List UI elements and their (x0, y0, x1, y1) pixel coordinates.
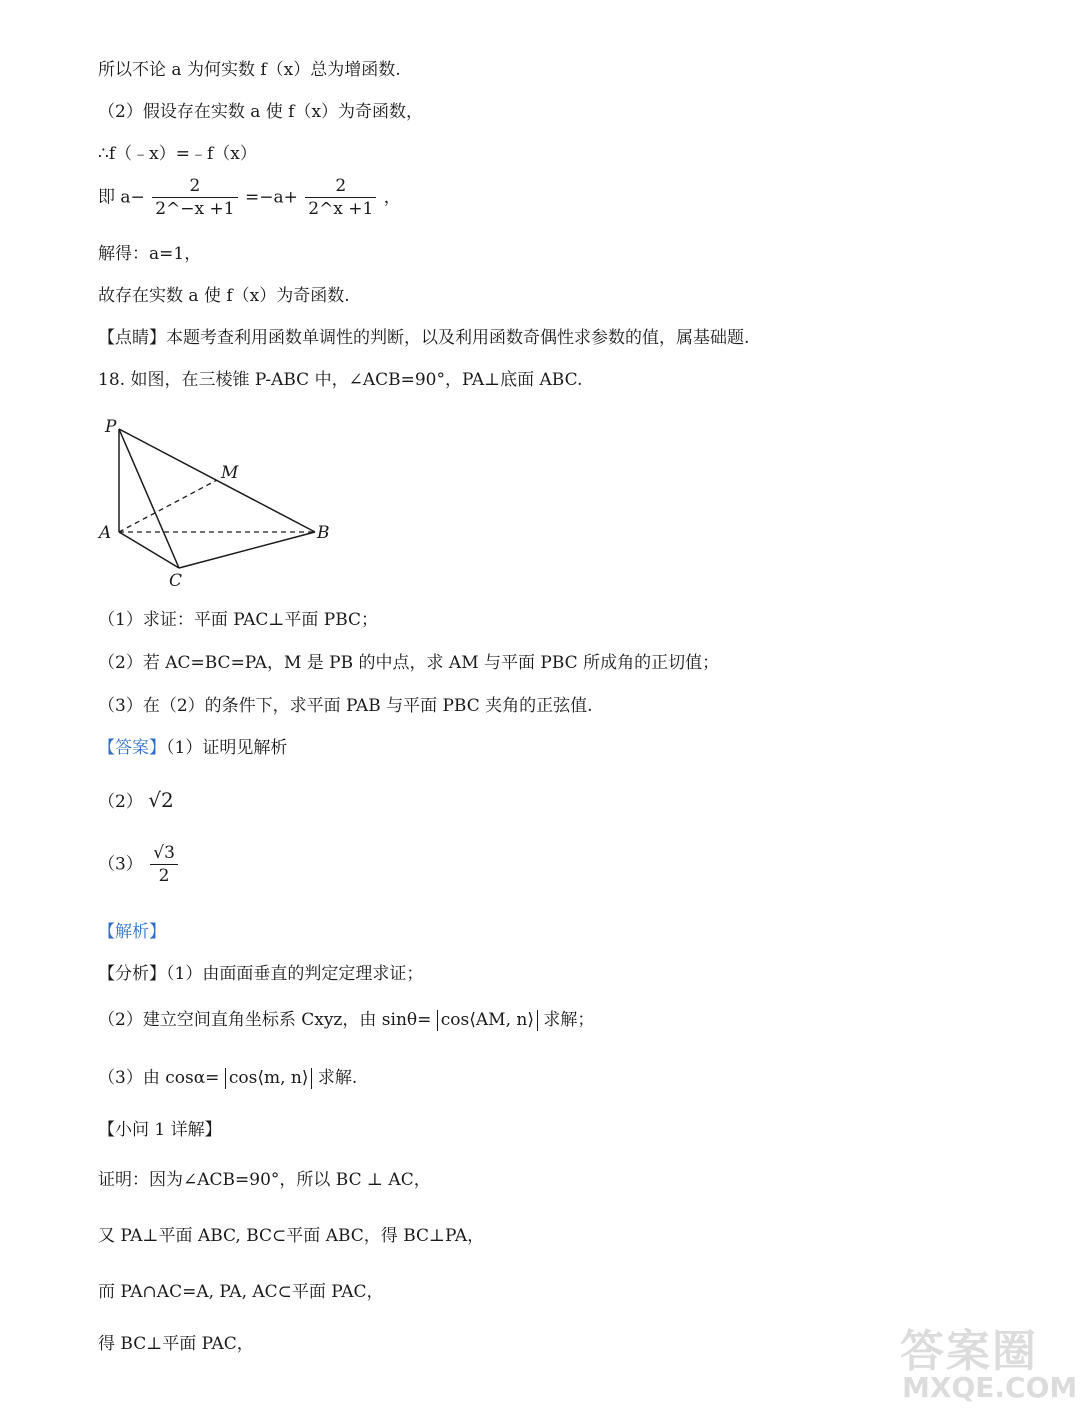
answer-line-3 (98, 845, 180, 885)
numerator: 2 (335, 176, 347, 196)
segment-AM-hidden (119, 480, 217, 532)
pyramid-figure (95, 410, 345, 595)
denominator: 2^x +1 (305, 197, 376, 218)
question-part-2: （2）若 AC=BC=PA，M 是 PB 的中点，求 AM 与平面 PBC 所成角的正切值； (98, 653, 720, 673)
question-18-stem: 18. 如图，在三棱锥 P-ABC 中，∠ACB=90°，PA⊥底面 ABC. (98, 370, 583, 390)
analysis-1: （1）由面面垂直的判定定理求证； (166, 964, 424, 984)
analysis-3-end: 求解. (317, 1068, 358, 1088)
abs-cos-AM-n: cos⟨AM, n⟩ (437, 1010, 538, 1031)
proof-line-4: 得 BC⊥平面 PAC， (98, 1334, 254, 1354)
fraction (152, 178, 237, 218)
equation-line (98, 178, 401, 218)
watermark-text: 答案圈 (900, 1326, 1038, 1377)
analysis-tag: 【分析】 (98, 964, 166, 984)
vertex-label-P: P (105, 417, 117, 437)
proof-line-1: 证明：因为∠ACB=90°，所以 BC ⊥ AC， (98, 1170, 431, 1190)
vertex-label-B: B (317, 523, 330, 543)
numerator: √3 (153, 843, 175, 863)
eq-part: 即 a− (98, 187, 145, 208)
eq-part: =−a+ (244, 187, 298, 208)
analysis-line-2 (98, 1010, 594, 1031)
answer-2-label: （2） (98, 792, 143, 812)
sub-question-1-heading: 【小问 1 详解】 (98, 1120, 222, 1140)
edge-PC (119, 429, 179, 568)
answer-tag: 【答案】 (98, 738, 166, 758)
edge-CB (179, 532, 315, 568)
answer-2-value: √2 (148, 788, 174, 812)
dianjing-note: 【点睛】本题考查利用函数单调性的判断，以及利用函数奇偶性求参数的值，属基础题. (98, 328, 750, 348)
answer-line-1 (98, 740, 287, 757)
proof-line-2: 又 PA⊥平面 ABC, BC⊂平面 ABC，得 BC⊥PA， (98, 1226, 485, 1246)
abs-cos-m-n: cos⟨m, n⟩ (225, 1068, 313, 1089)
answer-1: （1）证明见解析 (166, 738, 288, 758)
text-line: ∴f（﹣x）=﹣f（x） (98, 144, 257, 164)
answer-line-2 (98, 790, 174, 811)
answer-3-fraction (150, 845, 178, 885)
analysis-2-end: 求解； (543, 1010, 595, 1030)
text-line: 所以不论 a 为何实数 f（x）总为增函数. (98, 60, 401, 80)
analysis-3-pre: （3）由 cosα= (98, 1068, 220, 1088)
denominator: 2^−x +1 (152, 197, 237, 218)
question-part-3: （3）在（2）的条件下，求平面 PAB 与平面 PBC 夹角的正弦值. (98, 696, 593, 716)
eq-part: ， (383, 187, 401, 208)
denominator: 2 (150, 864, 178, 885)
vertex-label-M: M (221, 463, 239, 483)
jiexi-tag: 【解析】 (98, 922, 166, 942)
answer-3-label: （3） (98, 854, 143, 875)
text-line: 故存在实数 a 使 f（x）为奇函数. (98, 286, 350, 306)
fraction (305, 178, 376, 218)
vertex-label-A: A (99, 523, 112, 543)
question-part-1: （1）求证：平面 PAC⊥平面 PBC； (98, 610, 379, 630)
edge-AC (119, 532, 179, 568)
proof-line-3: 而 PA∩AC=A, PA, AC⊂平面 PAC， (98, 1282, 384, 1302)
text-line: （2）假设存在实数 a 使 f（x）为奇函数， (98, 102, 424, 122)
analysis-2-pre: （2）建立空间直角坐标系 Cxyz，由 sinθ= (98, 1010, 432, 1030)
watermark-url: MXQE.COM (902, 1371, 1078, 1404)
analysis-line-3 (98, 1068, 357, 1089)
numerator: 2 (189, 176, 201, 196)
watermark-logo (900, 1315, 1078, 1407)
analysis-line-1 (98, 966, 423, 983)
text-line: 解得：a=1， (98, 244, 202, 264)
vertex-label-C: C (169, 571, 183, 591)
